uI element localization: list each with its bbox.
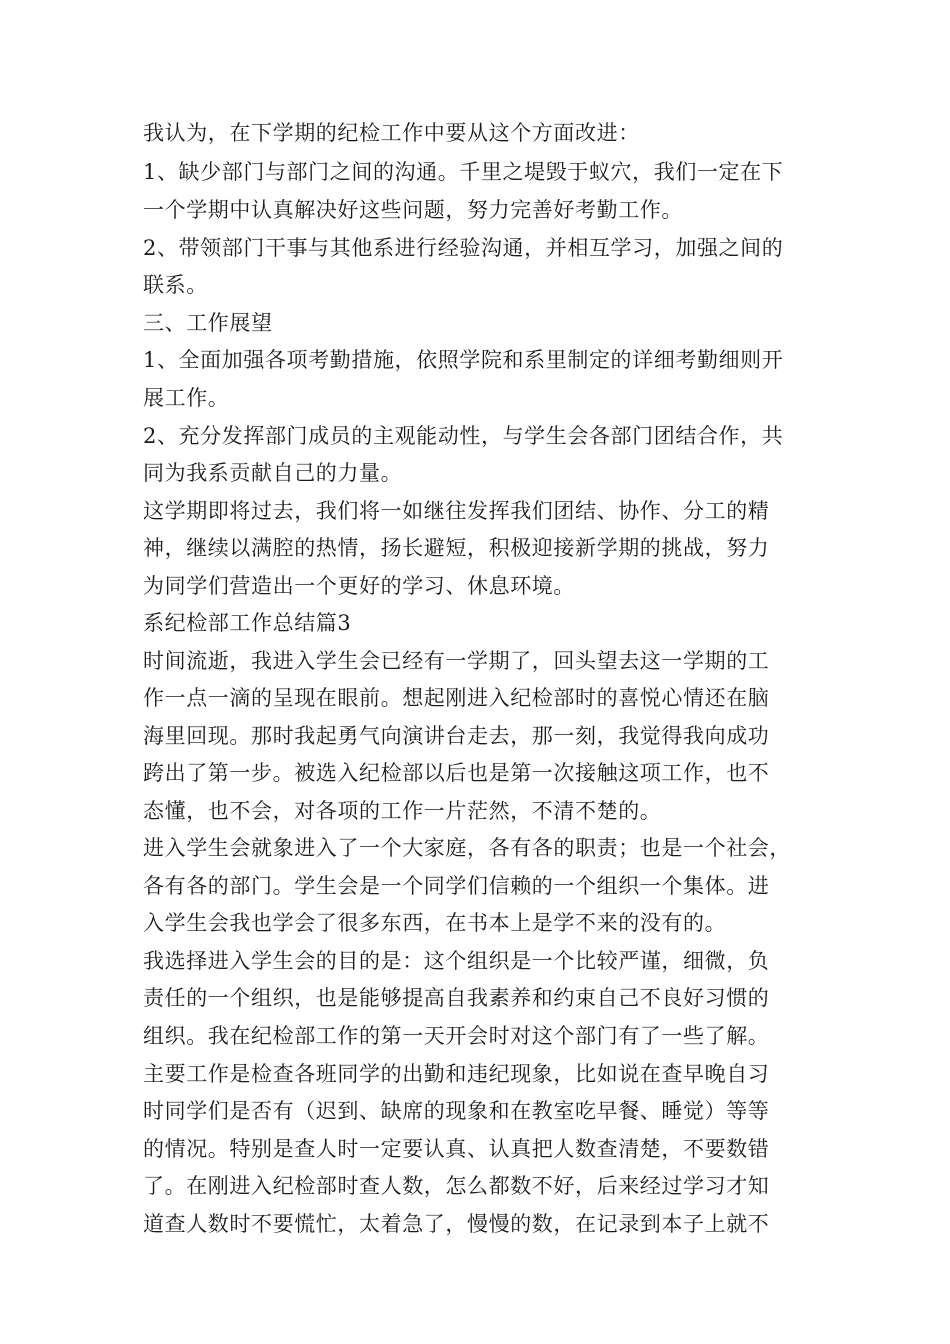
text-line: 跨出了第一步。被选入纪检部以后也是第一次接触这项工作，也不 <box>143 761 770 785</box>
text-line: 进入学生会就象进入了一个大家庭，各有各的职责；也是一个社会， <box>143 836 791 860</box>
text-line: 时同学们是否有（迟到、缺席的现象和在教室吃早餐、睡觉）等等 <box>143 1099 770 1123</box>
text-line: 的情况。特别是查人时一定要认真、认真把人数查清楚，不要数错 <box>143 1137 770 1161</box>
text-line: 1、全面加强各项考勤措施，依照学院和系里制定的详细考勤细则开 <box>143 348 784 372</box>
text-line: 各有各的部门。学生会是一个同学们信赖的一个组织一个集体。进 <box>143 874 770 898</box>
text-line: 责任的一个组织，也是能够提高自我素养和约束自己不良好习惯的 <box>143 986 770 1010</box>
text-line: 入学生会我也学会了很多东西，在书本上是学不来的没有的。 <box>143 911 727 935</box>
text-line: 我认为，在下学期的纪检工作中要从这个方面改进： <box>143 121 640 145</box>
text-line: 作一点一滴的呈现在眼前。想起刚进入纪检部时的喜悦心情还在脑 <box>143 686 770 710</box>
text-line: 主要工作是检查各班同学的出勤和违纪现象，比如说在查早晚自习 <box>143 1062 770 1086</box>
text-line: 了。在刚进入纪检部时查人数，怎么都数不好，后来经过学习才知 <box>143 1174 770 1198</box>
text-line: 组织。我在纪检部工作的第一天开会时对这个部门有了一些了解。 <box>143 1024 770 1048</box>
text-line: 为同学们营造出一个更好的学习、休息环境。 <box>143 574 575 598</box>
text-line: 时间流逝，我进入学生会已经有一学期了，回头望去这一学期的工 <box>143 649 770 673</box>
text-line: 2、充分发挥部门成员的主观能动性，与学生会各部门团结合作，共 <box>143 424 784 448</box>
text-line: 海里回现。那时我起勇气向演讲台走去，那一刻，我觉得我向成功 <box>143 724 770 748</box>
text-line: 同为我系贡献自己的力量。 <box>143 461 403 485</box>
text-line: 这学期即将过去，我们将一如继往发挥我们团结、协作、分工的精 <box>143 499 770 523</box>
text-line: 态懂，也不会，对各项的工作一片茫然，不清不楚的。 <box>143 799 662 823</box>
text-line: 联系。 <box>143 273 208 297</box>
text-line: 我选择进入学生会的目的是：这个组织是一个比较严谨，细微，负 <box>143 949 770 973</box>
text-line: 神，继续以满腔的热情，扬长避短，积极迎接新学期的挑战，努力 <box>143 536 770 560</box>
text-line: 一个学期中认真解决好这些问题，努力完善好考勤工作。 <box>143 198 683 222</box>
text-line: 道查人数时不要慌忙，太着急了，慢慢的数，在记录到本子上就不 <box>143 1212 770 1236</box>
text-line: 1、缺少部门与部门之间的沟通。千里之堤毁于蚁穴，我们一定在下 <box>143 160 784 184</box>
section-heading: 三、工作展望 <box>143 311 273 335</box>
text-line: 2、带领部门干事与其他系进行经验沟通，并相互学习，加强之间的 <box>143 236 784 260</box>
text-line: 展工作。 <box>143 386 230 410</box>
section-heading: 系纪检部工作总结篇3 <box>143 611 352 635</box>
